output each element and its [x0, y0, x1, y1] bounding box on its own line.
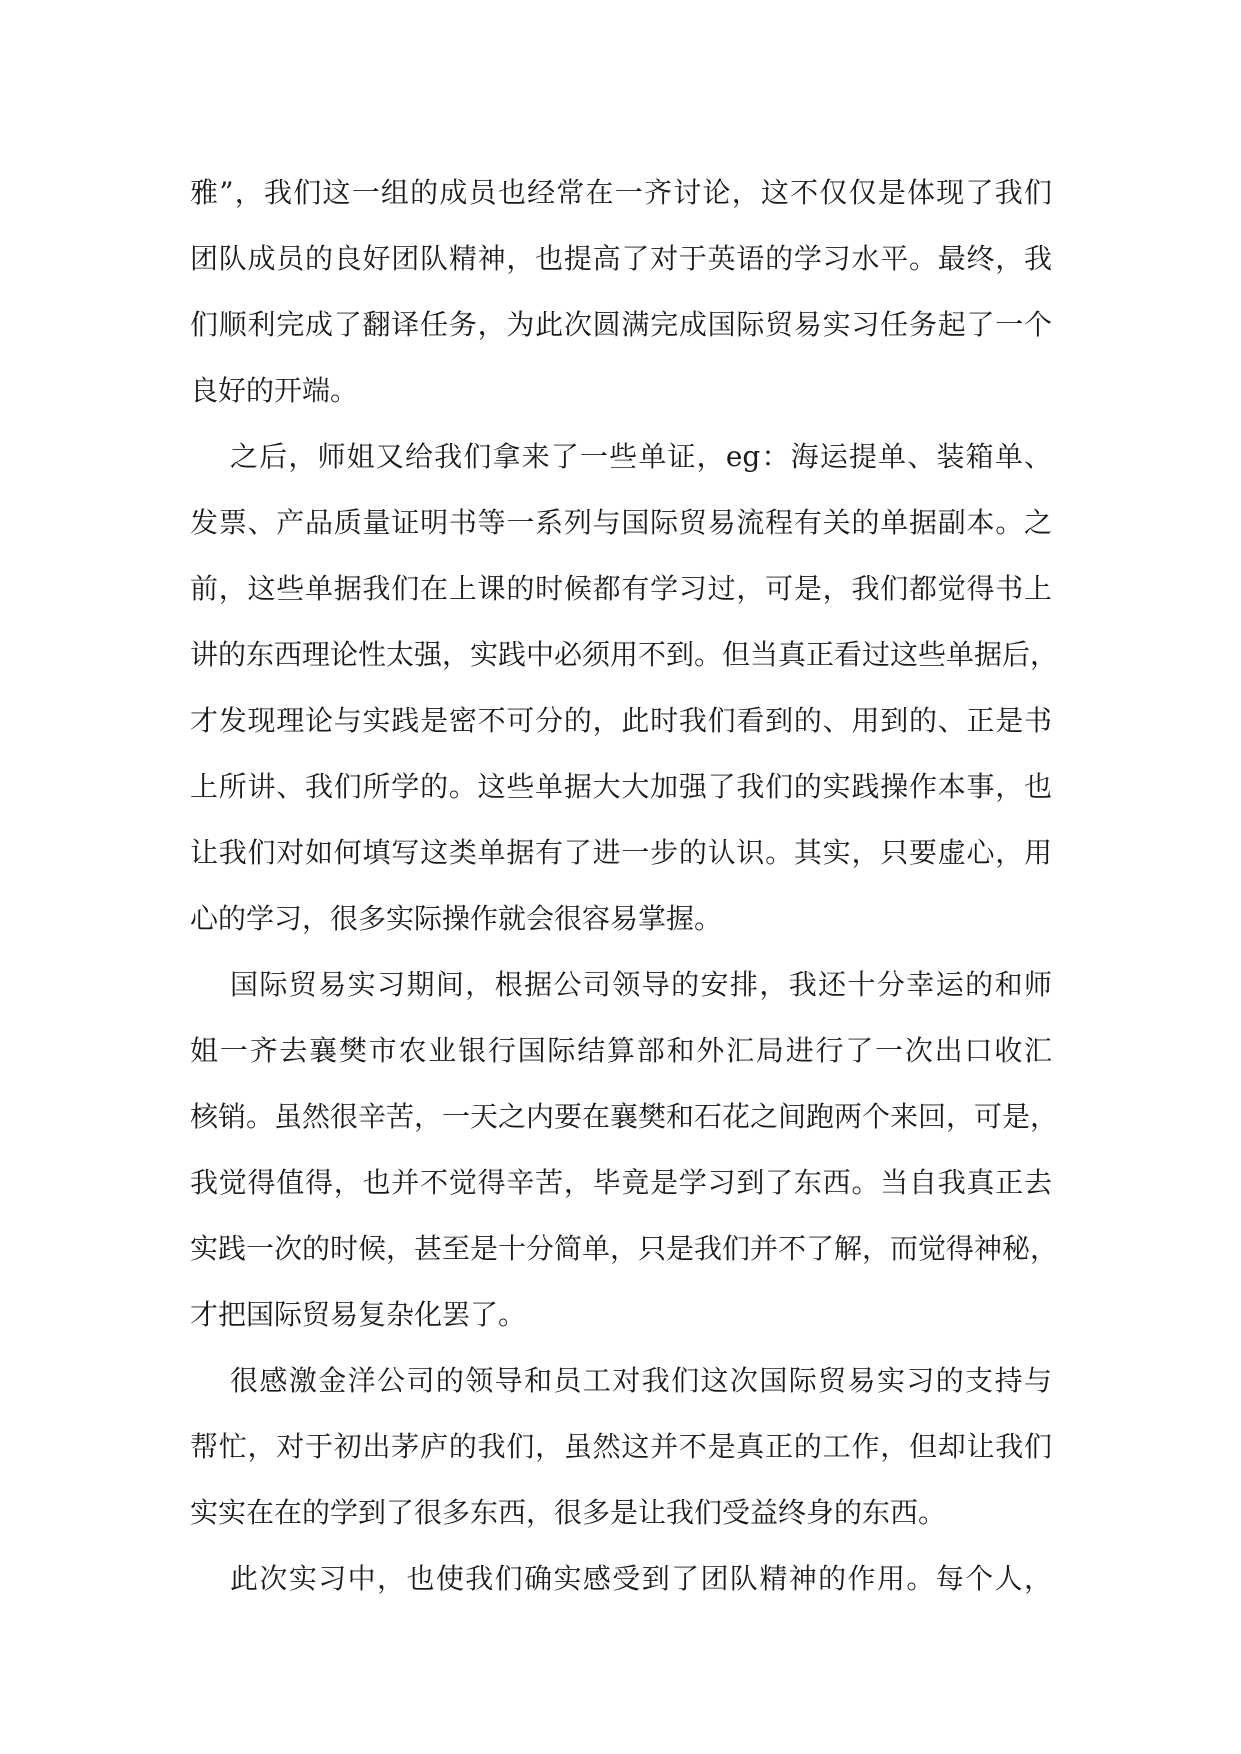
text-line: 前，这些单据我们在上课的时候都有学习过，可是，我们都觉得书上	[190, 572, 1052, 605]
text-line: 我觉得值得，也并不觉得辛苦，毕竟是学习到了东西。当自我真正去	[190, 1166, 1052, 1199]
text-line: 讲的东西理论性太强，实践中必须用不到。但当真正看过这些单据后，	[190, 638, 1059, 671]
text-line: 帮忙，对于初出茅庐的我们，虽然这并不是真正的工作，但却让我们	[190, 1430, 1052, 1463]
text-line: 团队成员的良好团队精神，也提高了对于英语的学习水平。最终，我	[190, 242, 1052, 275]
text-line: 心的学习，很多实际操作就会很容易掌握。	[190, 902, 723, 935]
text-line: 上所讲、我们所学的。这些单据大大加强了我们的实践操作本事，也	[190, 770, 1052, 803]
body-text	[190, 160, 1059, 1612]
text-line: 让我们对如何填写这类单据有了进一步的认识。其实，只要虚心，用	[190, 836, 1052, 869]
text-line: 雅”，我们这一组的成员也经常在一齐讨论，这不仅仅是体现了我们	[190, 176, 1052, 209]
text-line: 姐一齐去襄樊市农业银行国际结算部和外汇局进行了一次出口收汇	[190, 1034, 1052, 1067]
text-line: 国际贸易实习期间，根据公司领导的安排，我还十分幸运的和师	[230, 968, 1052, 1001]
text-line: 实实在在的学到了很多东西，很多是让我们受益终身的东西。	[190, 1496, 947, 1529]
text-line: 实践一次的时候，甚至是十分简单，只是我们并不了解，而觉得神秘，	[190, 1232, 1059, 1265]
text-line: 核销。虽然很辛苦，一天之内要在襄樊和石花之间跑两个来回，可是，	[190, 1100, 1059, 1133]
text-line: 此次实习中，也使我们确实感受到了团队精神的作用。每个人，	[230, 1562, 1052, 1595]
text-line: 们顺利完成了翻译任务，为此次圆满完成国际贸易实习任务起了一个	[190, 308, 1052, 341]
text-line: 才把国际贸易复杂化罢了。	[190, 1298, 527, 1331]
text-line: 良好的开端。	[190, 374, 359, 407]
text-line: 很感激金洋公司的领导和员工对我们这次国际贸易实习的支持与	[230, 1364, 1052, 1397]
text-line: 之后，师姐又给我们拿来了一些单证，eg：海运提单、装箱单、	[230, 440, 1052, 473]
text-line: 发票、产品质量证明书等一系列与国际贸易流程有关的单据副本。之	[190, 506, 1052, 539]
text-line: 才发现理论与实践是密不可分的，此时我们看到的、用到的、正是书	[190, 704, 1052, 737]
